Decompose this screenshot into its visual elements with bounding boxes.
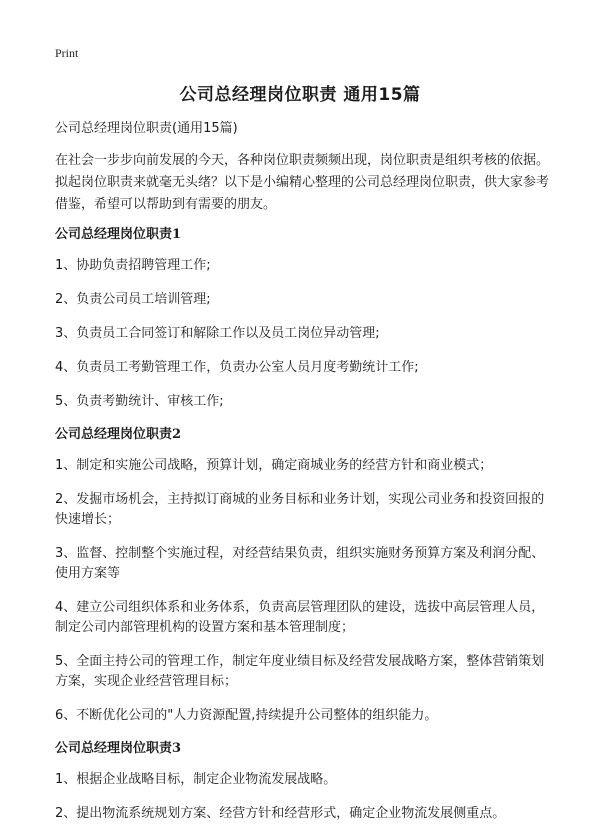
document-body <box>55 120 555 838</box>
duty-item: 1、协助负责招聘管理工作; <box>55 258 211 273</box>
duty-item: 2、发掘市场机会，主持拟订商城的业务目标和业务计划，实现公司业务和投资回报的快速增长； <box>55 492 545 527</box>
duty-item: 5、负责考勤统计、审核工作; <box>55 394 224 409</box>
duty-item: 4、建立公司组织体系和业务体系，负责高层管理团队的建设，选拔中高层管理人员，制定公司内部管理机构的设置方案和基本管理制度； <box>55 600 545 635</box>
section-1 <box>55 226 555 412</box>
duty-item: 1、根据企业战略目标，制定企业物流发展战略。 <box>55 772 337 787</box>
duty-item: 3、监督、控制整个实施过程，对经营结果负责，组织实施财务预算方案及利润分配、使用方案等 <box>55 546 545 581</box>
section-3 <box>55 740 555 824</box>
intro-paragraph: 在社会一步步向前发展的今天，各种岗位职责频频出现，岗位职责是组织考核的依据。拟起岗位职责来就毫无头绪？以下是小编精心整理的公司总经理岗位职责，供大家参考借鉴，希望可以帮助到有需要的朋友。 <box>55 153 550 212</box>
duty-item: 3、负责员工合同签订和解除工作以及员工岗位异动管理; <box>55 326 380 341</box>
duty-item: 1、制定和实施公司战略，预算计划，确定商城业务的经营方针和商业模式； <box>55 458 493 473</box>
section-heading: 公司总经理岗位职责3 <box>55 741 182 756</box>
section-heading: 公司总经理岗位职责1 <box>55 227 182 242</box>
document-subtitle: 公司总经理岗位职责(通用15篇) <box>55 121 238 136</box>
section-2 <box>55 426 555 726</box>
print-link[interactable]: Print <box>55 46 79 60</box>
duty-item: 5、全面主持公司的管理工作，制定年度业绩目标及经营发展战略方案，整体营销策划方案，实现企业经营管理目标； <box>55 654 545 689</box>
duty-item: 2、负责公司员工培训管理; <box>55 292 211 307</box>
duty-item: 4、负责员工考勤管理工作，负责办公室人员月度考勤统计工作; <box>55 360 419 375</box>
duty-item: 2、提出物流系统规划方案、经营方针和经营形式，确定企业物流发展侧重点。 <box>55 806 506 821</box>
document-title: 公司总经理岗位职责 通用15篇 <box>179 85 421 105</box>
duty-item: 6、不断优化公司的"人力资源配置,持续提升公司整体的组织能力。 <box>55 708 438 723</box>
section-heading: 公司总经理岗位职责2 <box>55 427 182 442</box>
